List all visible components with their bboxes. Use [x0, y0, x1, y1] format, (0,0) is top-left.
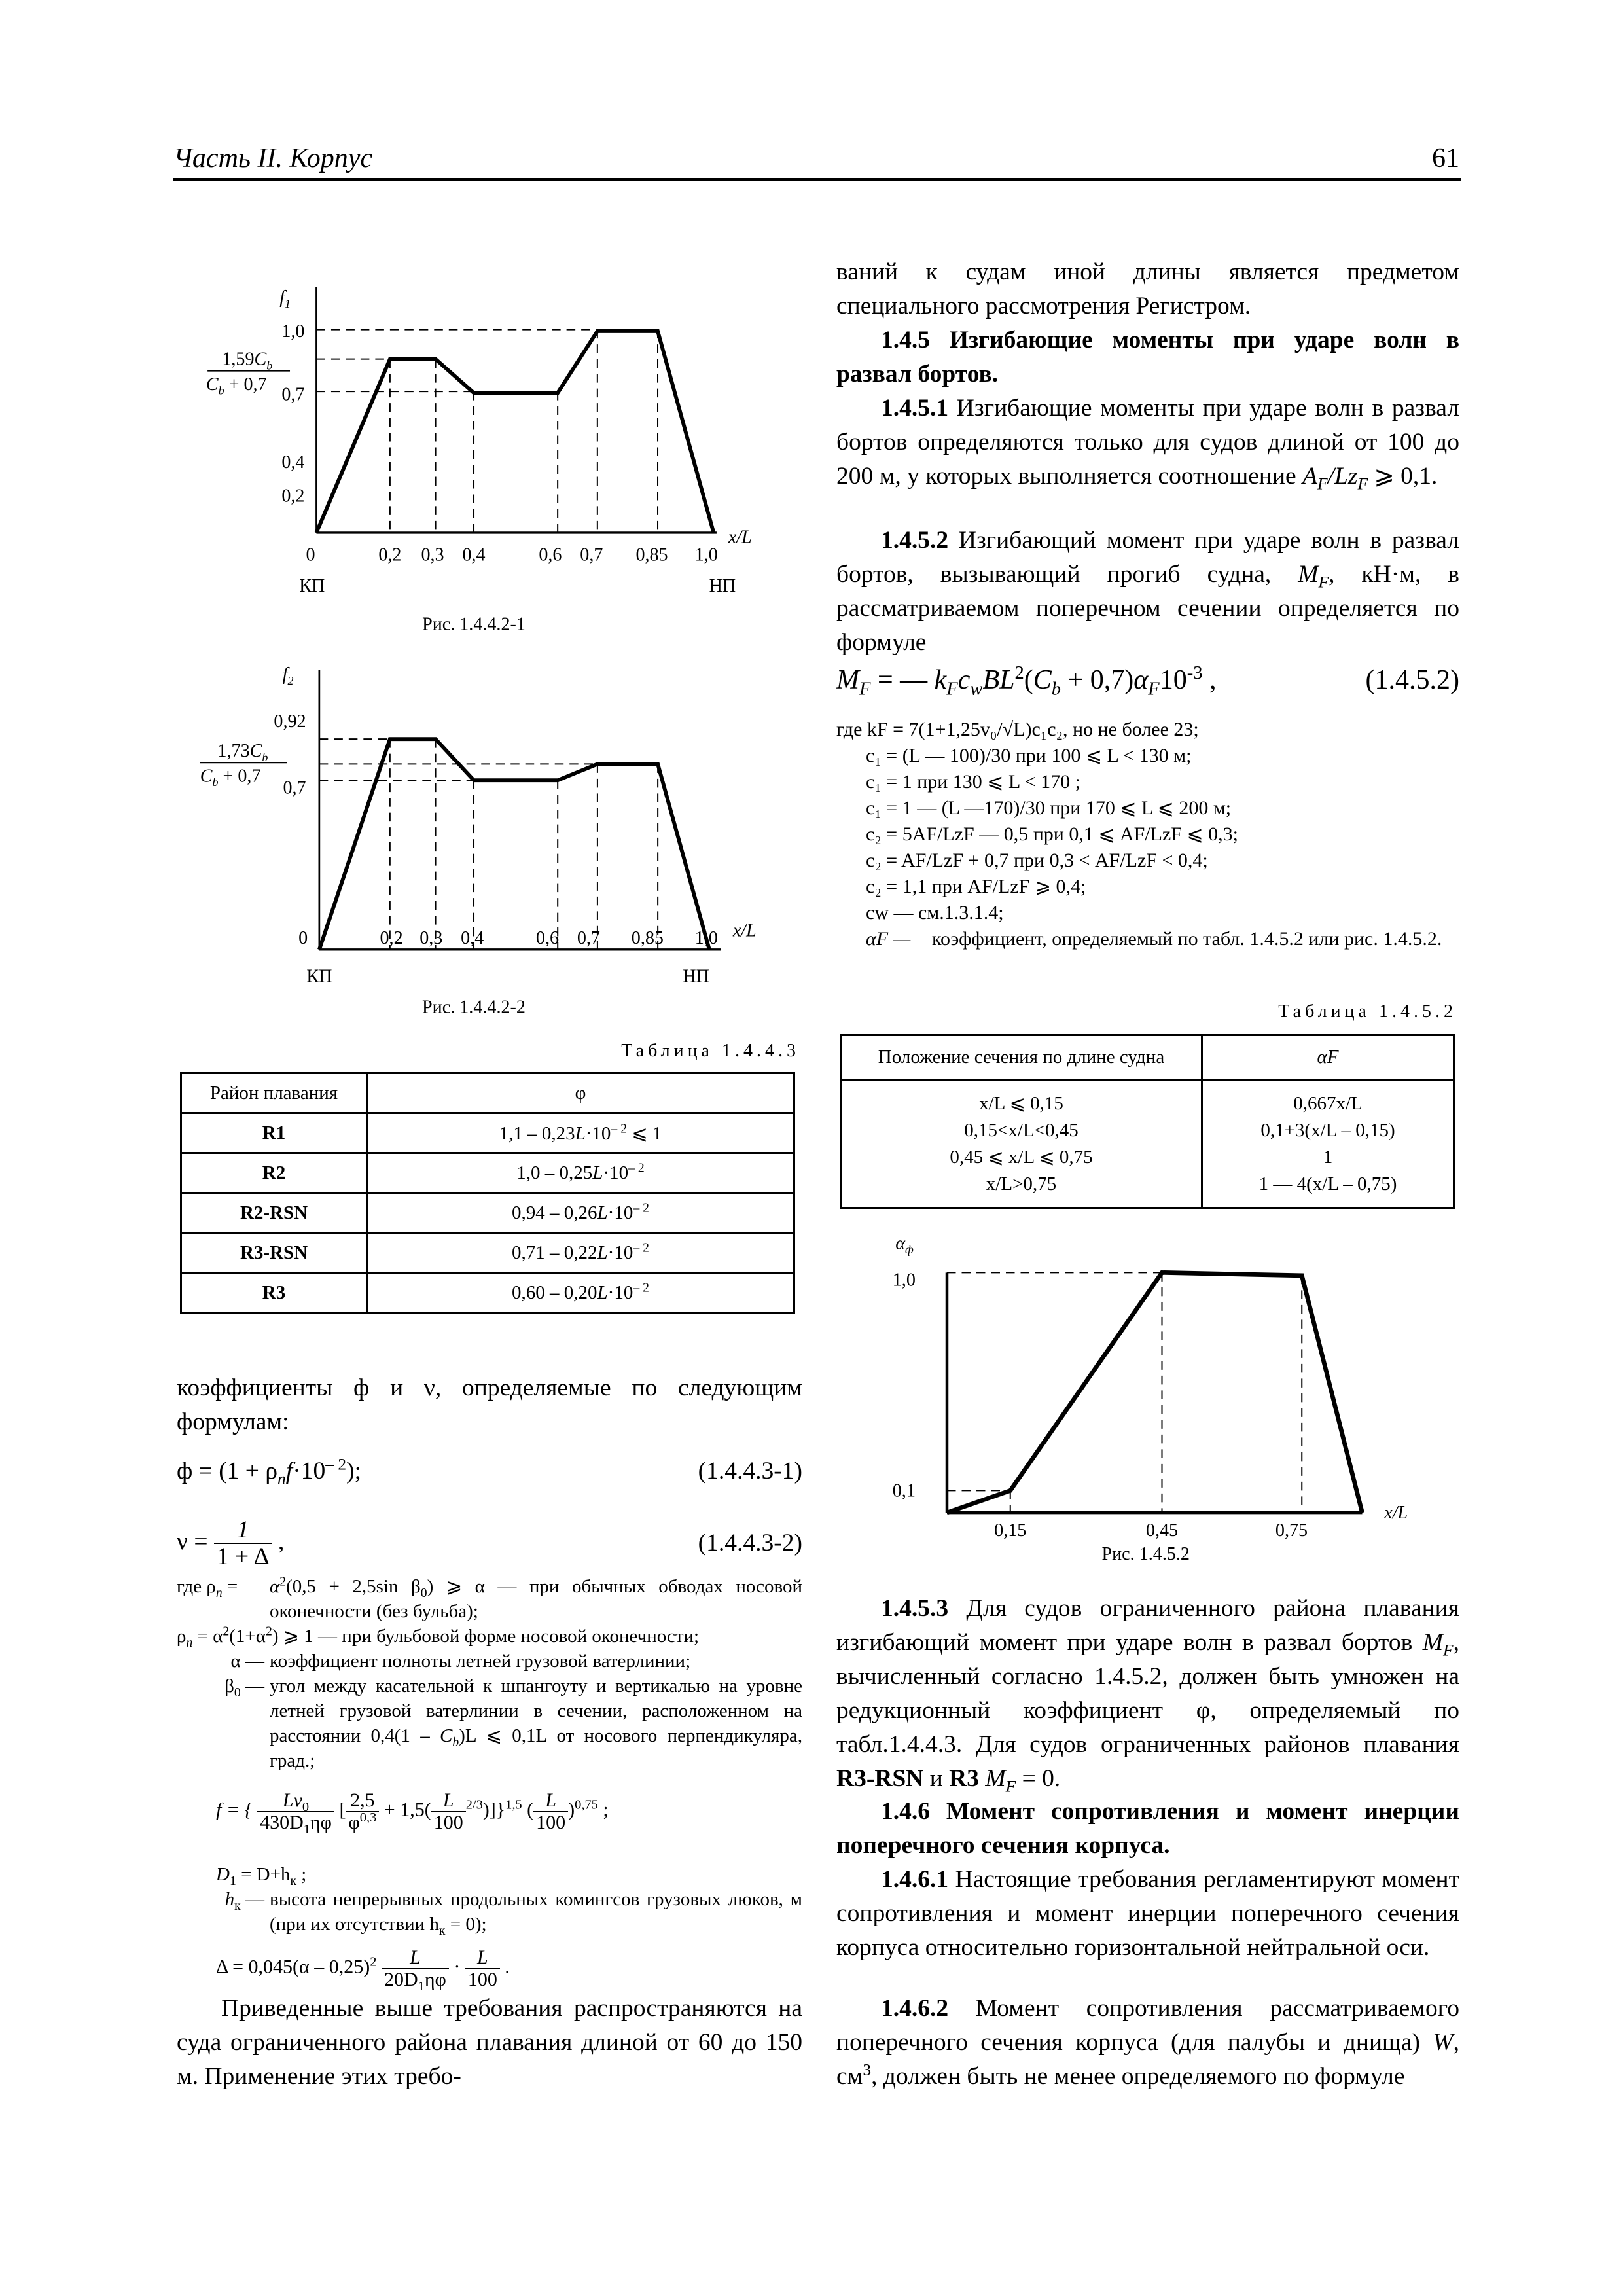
equation-1-4-5-2: $M_F$ = — $k_Fc_wBL^2(C_b + 0,7)\alpha_F10^{-3}$ , (1.4.5.2) [836, 663, 1459, 700]
y-tick-labels [281, 321, 304, 507]
header-rule [173, 178, 1461, 181]
heading-1-4-5: 1.4.5 Изгибающие моменты при ударе волн в развал бортов. [836, 327, 1459, 387]
svg-text:0,15: 0,15 [994, 1520, 1027, 1541]
x-tick-labels [298, 928, 718, 948]
paragraph-coefficients: коэффициенты ф и ν, определяемые по следующим формулам: [177, 1374, 802, 1435]
equation-delta: Δ = 0,045(α – 0,25)$^2$ $\frac{L}{20D_1\eta\varphi}$ · $\frac{L}{100}$ . [216, 1946, 510, 1994]
col-header-region: Район плавания [181, 1073, 367, 1113]
bow-label: НП [709, 575, 736, 596]
svg-text:1,0: 1,0 [892, 1270, 916, 1291]
figure-caption: Рис. 1.4.5.2 [1101, 1544, 1190, 1565]
svg-text:0,4: 0,4 [461, 927, 484, 948]
bow-label: НП [683, 966, 709, 987]
frac-denominator: $C_b + 0,7$ [200, 766, 261, 789]
paragraph-1-4-6-2: 1.4.6.2 Момент сопротивления рассматриваемого поперечного сечения корпуса (для палубы и днища) W, $см^3$, должен быть не менее определяемого по формуле [836, 1995, 1459, 2090]
svg-text:0: 0 [298, 927, 308, 948]
svg-text:0: 0 [306, 545, 315, 565]
stern-label: КП [299, 575, 325, 596]
x-axis-label: x/L [728, 527, 752, 548]
paragraph-continuation: ваний к судам иной длины является предметом специального рассмотрения Регистром. [836, 259, 1459, 319]
equation-number: (1.4.4.3-1) [698, 1458, 802, 1484]
svg-text:0,4: 0,4 [281, 452, 305, 473]
figure-caption: Рис. 1.4.4.2-2 [422, 997, 526, 1016]
paragraph-1-4-5-1: 1.4.5.1 Изгибающие моменты при ударе волн в развал бортов определяются только для судов длиной от 100 до 200 м, у которых выполняется соотношение $A_F/Lz_F$ ⩾ 0,1. [836, 395, 1459, 493]
equation-1-4-4-3-2: ν = $\frac{1}{1 + \Delta}$ , (1.4.4.3-2) [177, 1516, 802, 1571]
svg-text:1,0: 1,0 [694, 927, 718, 948]
svg-text:0,2: 0,2 [378, 545, 402, 565]
svg-text:0,6: 0,6 [535, 927, 560, 948]
definition-hk: $h_к$ — высота непрерывных продольных комингсов грузовых люков, м (при их отсутствии $h_к = 0$); [224, 1889, 802, 1938]
svg-text:0,85: 0,85 [635, 545, 668, 565]
alpha-values-cell: 0,667x/L 0,1+3(x/L – 0,15) 1 1 — 4(x/L – 0,75) [1202, 1080, 1454, 1208]
svg-text:0,2: 0,2 [380, 927, 403, 948]
alpha-curve [947, 1272, 1363, 1513]
x-axis-label: x/L [1384, 1503, 1408, 1524]
figure-1-4-5-2 [876, 1230, 1436, 1576]
paragraph-1-4-6-1: 1.4.6.1 Настоящие требования регламентируют момент сопротивления и момент инерции поперечного сечения корпуса относительно горизонтальной нейтральной оси. [836, 1866, 1459, 1961]
svg-text:0,92: 0,92 [274, 711, 306, 732]
svg-text:0,2: 0,2 [281, 486, 305, 507]
table-1-4-4-3-title: Таблица 1.4.4.3 [621, 1041, 800, 1061]
table-1-4-5-2-title: Таблица 1.4.5.2 [1278, 1001, 1457, 1022]
running-header-title: Часть II. Корпус [173, 143, 373, 173]
paragraph-requirements: Приведенные выше требования распространяются на суда ограниченного района плавания длиной от 60 до 150 м. Применение этих требо- [177, 1995, 802, 2090]
definitions-list: где $\rho_n$ = $\alpha^2(0,5 + 2,5\sin$ $\beta_0$) ⩾ α — при обычных обводах носовой оконечности (без бульба); $\rho_n = \alpha^2(1+\alpha^2)$ ⩾ 1 — при бульбовой форме носовой оконечности; α — коэффициент полноты летней грузовой ватерлинии; $\beta_0$ — угол между касательной к шпангоуту и вертикалью на уровне летней грузовой ватерлинии в сечении, расположенном на расстоянии $0,4(1 - C_b)L$ ⩽ 0,1L от носового перпендикуляра, град.; [177, 1574, 802, 1771]
table-1-4-4-3 [180, 1072, 795, 1314]
col-header-phi: φ [367, 1073, 794, 1113]
f1-curve [316, 331, 713, 533]
equation-d1: $D_1 = D+h_к$ ; [216, 1864, 307, 1888]
svg-text:0,1: 0,1 [892, 1480, 916, 1501]
f2-curve [319, 739, 709, 950]
paragraph-1-4-5-2: 1.4.5.2 Изгибающий момент при ударе волн в развал бортов, вызывающий прогиб судна, $M_F$, кН·м, в рассматриваемом поперечном сечении определяется по формуле [836, 527, 1459, 656]
x-tick-labels [306, 545, 717, 565]
y-axis-label: $\alpha_ф$ [895, 1233, 914, 1257]
col-header-alpha: αF [1202, 1035, 1454, 1080]
paragraph-1-4-5-3: 1.4.5.3 Для судов ограниченного района плавания изгибающий момент при ударе волн в развал бортов $M_F$, вычисленный согласно 1.4.5.2, должен быть умножен на редукционный коэффициент φ, определяемый по табл.1.4.4.3. Для судов ограниченных районов плавания R3-RSN и R3 $M_F = 0$. [836, 1595, 1459, 1796]
svg-text:0,45: 0,45 [1145, 1520, 1179, 1541]
svg-text:0,85: 0,85 [631, 927, 664, 948]
positions-cell: x/L ⩽ 0,15 0,15<x/L<0,45 0,45 ⩽ x/L ⩽ 0,75 x/L>0,75 [841, 1080, 1202, 1208]
table-1-4-5-2 [840, 1034, 1455, 1209]
guide-lines [319, 739, 658, 950]
equation-f: f = { $\frac{Lv_0}{430D_1\eta\varphi}$ [ $\frac{2,5}{\varphi^{0,3}}$ + 1,5( $\frac{L}{100}$ $^{2/3}$)]}$^{1,5}$ ( $\frac{L}{100}$ )$^{0,75}$ ; [216, 1789, 609, 1837]
frac-numerator: $1,73C_b$ [217, 741, 268, 764]
svg-text:0,6: 0,6 [539, 545, 562, 565]
table-row: R3 $0,60 - 0,20L\cdot 10^{- 2}$ [181, 1273, 794, 1313]
table-row: R2 $1,0 - 0,25L\cdot 10^{- 2}$ [181, 1153, 794, 1193]
svg-text:1,0: 1,0 [281, 321, 305, 342]
svg-text:0,7: 0,7 [283, 778, 306, 798]
table-row: R3-RSN $0,71 - 0,22L\cdot 10^{- 2}$ [181, 1233, 794, 1273]
equation-number: (1.4.4.3-2) [698, 1530, 802, 1557]
frac-denominator: $C_b + 0,7$ [205, 374, 267, 397]
figure-caption: Рис. 1.4.4.2-1 [422, 614, 526, 635]
figure-1-4-4-2-2 [191, 655, 780, 1016]
frac-numerator: $1,59C_b$ [222, 349, 273, 372]
svg-text:0,7: 0,7 [580, 545, 603, 565]
svg-text:0,75: 0,75 [1275, 1520, 1308, 1541]
equation-number: (1.4.5.2) [1365, 665, 1459, 695]
col-header-position: Положение сечения по длине судна [841, 1035, 1202, 1080]
y-axis-label: $f_1$ [279, 287, 291, 310]
svg-text:0,4: 0,4 [462, 545, 486, 565]
equation-1-4-4-3-1: $ф = (1 + \rho_nf\cdot 10^{- 2})$; (1.4.4.3-1) [177, 1454, 802, 1488]
table-row: R1 $1,1 - 0,23L\cdot 10^{- 2}$ ⩽ 1 [181, 1113, 794, 1153]
y-tick-labels [274, 711, 306, 798]
svg-text:0,3: 0,3 [419, 927, 443, 948]
svg-text:0,3: 0,3 [421, 545, 444, 565]
x-tick-labels [994, 1520, 1308, 1541]
figure-1-4-4-2-1 [191, 272, 780, 640]
page-number: 61 [1432, 143, 1459, 173]
stern-label: КП [306, 966, 332, 987]
y-axis-label: $f_2$ [282, 664, 294, 687]
x-axis-label: x/L [732, 920, 757, 941]
formula-definitions: где kF = 7(1+1,25v₀/√L)c₁c₂, но не более 23; c₁ = (L — 100)/30 при 100 ⩽ L < 130 м; c₁ = 1 при 130 ⩽ L < 170 ; c₁ = 1 — (L —170)/30 при 170 ⩽ L ⩽ 200 м; c₂ = 5AF/LzF — 0,5 при 0,1 ⩽ AF/LzF ⩽ 0,3; c₂ = AF/LzF + 0,7 при 0,3 < AF/LzF < 0,4; c₂ = 1,1 при AF/LzF ⩾ 0,4; cw — см.1.3.1.4; αF — коэффициент, определяемый по табл. 1.4.5.2 или рис. 1.4.5.2. [836, 719, 1442, 950]
table-row: R2-RSN $0,94 - 0,26L\cdot 10^{- 2}$ [181, 1193, 794, 1233]
svg-text:1,0: 1,0 [694, 545, 718, 565]
svg-text:0,7: 0,7 [281, 384, 305, 405]
svg-text:0,7: 0,7 [577, 927, 600, 948]
guide-lines [316, 330, 658, 533]
guide-lines [947, 1272, 1302, 1513]
heading-1-4-6: 1.4.6 Момент сопротивления и момент инерции поперечного сечения корпуса. [836, 1798, 1459, 1859]
